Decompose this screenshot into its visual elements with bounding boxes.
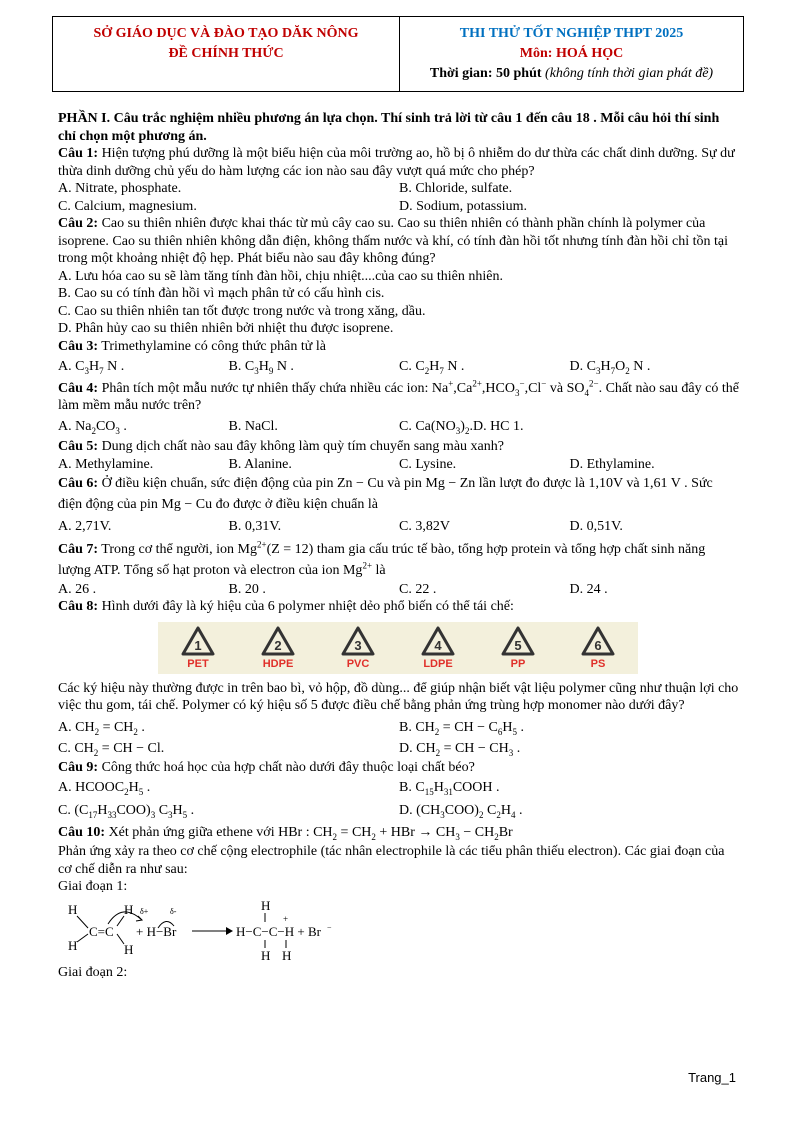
question-3: Câu 3: Trimethylamine có công thức phân tử là: [58, 338, 326, 354]
option[interactable]: B. $CH_2$ = CH − $C_6H_5$ .: [399, 719, 524, 737]
stage-1-label: Giai đoạn 1:: [58, 879, 128, 894]
question-5-options: [58, 456, 740, 474]
header-left: [53, 17, 400, 91]
svg-text:H: H: [124, 941, 134, 957]
svg-text:4: 4: [434, 638, 442, 653]
option[interactable]: A. Nitrate, phosphate.: [58, 181, 182, 196]
svg-text:H: H: [261, 897, 271, 913]
mechanism-svg: [62, 898, 382, 964]
question-6-options: [58, 518, 740, 536]
recycle-icon: [580, 625, 616, 659]
option[interactable]: B. 20 .: [228, 581, 266, 597]
svg-text:C=C: C=C: [89, 923, 114, 939]
question-8-options: [58, 717, 740, 759]
time-line: Thời gian: 50 phút (không tính thời gian phát đề): [429, 66, 714, 81]
option[interactable]: B. NaCl.: [228, 418, 278, 434]
recycle-symbol: 4 LDPE: [408, 625, 468, 670]
option[interactable]: C. Calcium, magnesium.: [58, 198, 197, 214]
option[interactable]: B. Cao su có tính đàn hồi vì mạch phân tử có cấu hình cis.: [58, 286, 385, 301]
header-right: [400, 17, 743, 91]
recycle-symbol: 2 HDPE: [248, 625, 308, 670]
option[interactable]: A. $Na_2CO_3$ .: [58, 418, 127, 436]
option[interactable]: D. 24 .: [569, 581, 608, 597]
recycle-symbol: 3 PVC: [328, 625, 388, 670]
subject-line: Môn: HOÁ HỌC: [519, 46, 624, 61]
recycle-symbol: 1 PET: [168, 625, 228, 670]
question-7-options: [58, 581, 740, 599]
option[interactable]: A. 26 .: [58, 581, 97, 597]
question-9-options: [58, 776, 740, 822]
option[interactable]: D. $CH_2$ = CH − $CH_3$ .: [399, 740, 521, 758]
svg-text:H: H: [68, 901, 78, 917]
stage-2-label: Giai đoạn 2:: [58, 964, 128, 980]
question-6: Câu 6: Ở điều kiện chuẩn, sức điện động của pin Zn − Cu và pin Mg − Zn lần lượt đo được là 1,10V và 1,61 V . Sức điện động của pin Mg − Cu đo được ở điều kiện chuẩn là: [58, 476, 713, 512]
option[interactable]: C. Lysine.: [399, 456, 457, 472]
department-name: SỞ GIÁO DỤC VÀ ĐÀO TẠO DĂK NÔNG: [93, 26, 359, 41]
svg-text:δ+: δ+: [140, 906, 149, 916]
exam-header: [52, 16, 744, 92]
option[interactable]: A. Lưu hóa cao su sẽ làm tăng tính đàn hồi, chịu nhiệt....của cao su thiên nhiên.: [58, 268, 503, 284]
question-9: Câu 9: Công thức hoá học của hợp chất nào dưới đây thuộc loại chất béo?: [58, 759, 475, 775]
svg-text:5: 5: [514, 638, 522, 653]
option[interactable]: D. Phân hủy cao su thiên nhiên bởi nhiệt thu được isoprene.: [58, 321, 394, 336]
recycle-symbol: 5 PP: [488, 625, 548, 670]
question-7: Câu 7: Trong cơ thể người, ion $Mg^{2+}(Z = 12)$ tham gia cấu trúc tế bào, tổng hợp protein và tổng hợp chất sinh năng lượng ATP. Tổng số hạt proton và electron của ion $Mg^{2+}$ là: [58, 538, 706, 578]
recycle-icon: [180, 625, 216, 659]
question-1-options: [58, 180, 740, 215]
svg-text:H: H: [261, 947, 271, 963]
svg-text:H−C−C−H + Br: H−C−C−H + Br: [236, 923, 321, 939]
option[interactable]: A. $CH_2 = CH_2$ .: [58, 719, 145, 737]
svg-text:δ-: δ-: [170, 906, 177, 916]
svg-text:2: 2: [274, 638, 282, 653]
option[interactable]: A. Methylamine.: [58, 456, 154, 472]
question-10-body: Phản ứng xảy ra theo cơ chế cộng electrophile (tác nhân electrophile là các tiểu phân thiếu electron). Các giai đoạn của cơ chế diễn ra như sau:: [58, 844, 725, 877]
svg-text:3: 3: [354, 638, 362, 653]
option[interactable]: B. Alanine.: [228, 456, 292, 472]
option[interactable]: B. $C_3H_9$ N .: [228, 359, 294, 376]
question-2: Câu 2: Cao su thiên nhiên được khai thác từ mủ cây cao su. Cao su thiên nhiên có thành phần chính là polymer của isoprene. Cao su thiên nhiên không dẫn điện, không thấm nước và khí, có tính đàn hồi tốt nhưng tính đàn hồi chỉ tồn tại trong một khoảng nhiệt độ hẹp. Phát biểu nào sau đây không đúng?: [58, 216, 728, 266]
option[interactable]: C. $Ca(NO_3)_2.D$. HC 1.: [399, 418, 524, 436]
option[interactable]: C. $C_2H_7$ N .: [399, 359, 465, 376]
question-1: Câu 1: Hiện tượng phú dưỡng là một biểu hiện của môi trường ao, hồ bị ô nhiễm do dư thừa các chất dinh dưỡng. Sự dư thừa dinh dưỡng chủ yếu do hàm lượng các ion nào sau đây vượt quá mức cho phép?: [58, 146, 735, 179]
option[interactable]: D. 0,51V.: [569, 519, 623, 534]
question-8-body: Các ký hiệu này thường được in trên bao bì, vỏ hộp, đồ dùng... để giúp nhận biết vật liệu polymer cũng như thuận lợi cho việc thu gom, tái chế. Polymer có ký hiệu số 5 được điều chế bằng phản ứng trùng hợp monomer nào dưới đây?: [58, 680, 739, 713]
recycle-icon: [500, 625, 536, 659]
option[interactable]: D. $(CH_3COO)_2$ $C_2H_4$ .: [399, 803, 523, 820]
svg-text:1: 1: [194, 638, 202, 653]
option[interactable]: C. 3,82V: [399, 519, 450, 534]
option[interactable]: C. $CH_2$ = CH − Cl.: [58, 740, 165, 758]
question-8: Câu 8: Hình dưới đây là ký hiệu của 6 polymer nhiệt dẻo phổ biến có thể tái chế:: [58, 599, 514, 614]
recycle-icon: [420, 625, 456, 659]
exam-title: THI THỬ TỐT NGHIỆP THPT 2025: [459, 26, 684, 41]
question-4: Câu 4: Phân tích một mẫu nước tự nhiên thấy chứa nhiều các ion: $Na^+,Ca^{2+},HCO_3^-,Cl^-$ và $SO_4^{2-}$. Chất nào sau đây có thể làm mềm mẫu nước trên?: [58, 377, 739, 413]
recycle-symbol: 6 PS: [568, 625, 628, 670]
svg-text:H: H: [68, 937, 78, 953]
question-3-options: [58, 358, 740, 376]
option[interactable]: C. Cao su thiên nhiên tan tốt được trong nước và trong xăng, dầu.: [58, 303, 426, 319]
option[interactable]: B. Chloride, sulfate.: [399, 181, 513, 196]
option[interactable]: D. Sodium, potassium.: [399, 198, 527, 214]
svg-text:H: H: [124, 901, 134, 917]
svg-text:6: 6: [594, 638, 602, 653]
option[interactable]: B. $C_{15}H_{31}COOH$ .: [399, 780, 500, 797]
recycle-icon: [340, 625, 376, 659]
part-title: PHẦN I. Câu trắc nghiệm nhiều phương án lựa chọn. Thí sinh trả lời từ câu 1 đến câu 18 . Mỗi câu hỏi thí sinh chỉ chọn một phương án.: [58, 111, 720, 144]
svg-text:H: H: [282, 947, 292, 963]
recycling-symbols: [158, 622, 638, 674]
svg-text:+: +: [283, 913, 289, 924]
option[interactable]: B. 0,31V.: [228, 519, 282, 534]
recycle-icon: [260, 625, 296, 659]
svg-text:−: −: [327, 922, 332, 932]
official-label: ĐỀ CHÍNH THỨC: [168, 46, 284, 61]
option[interactable]: D. Ethylamine.: [569, 456, 655, 472]
question-5: Câu 5: Dung dịch chất nào sau đây không làm quỳ tím chuyển sang màu xanh?: [58, 439, 504, 454]
exam-content: [58, 110, 740, 981]
svg-text:+ H−Br: + H−Br: [136, 923, 177, 939]
option[interactable]: C. 22 .: [399, 581, 437, 597]
question-4-options: [58, 418, 740, 436]
mechanism-diagram: [62, 898, 740, 964]
option[interactable]: A. $HCOOC_2H_5$ .: [58, 780, 151, 797]
question-10: Câu 10: Xét phản ứng giữa ethene với HBr : $CH_2 = CH_2$ + HBr → $CH_3 - CH_2Br$: [58, 825, 513, 842]
page-number: Trang_1: [688, 1070, 736, 1085]
option[interactable]: D. $C_3H_7O_2$ N .: [569, 359, 651, 376]
option[interactable]: A. 2,71V.: [58, 519, 112, 534]
option[interactable]: A. $C_3H_7$ N .: [58, 359, 125, 376]
option[interactable]: C. $(C_{17}H_{33}COO)_3$ $C_3H_5$ .: [58, 803, 195, 820]
